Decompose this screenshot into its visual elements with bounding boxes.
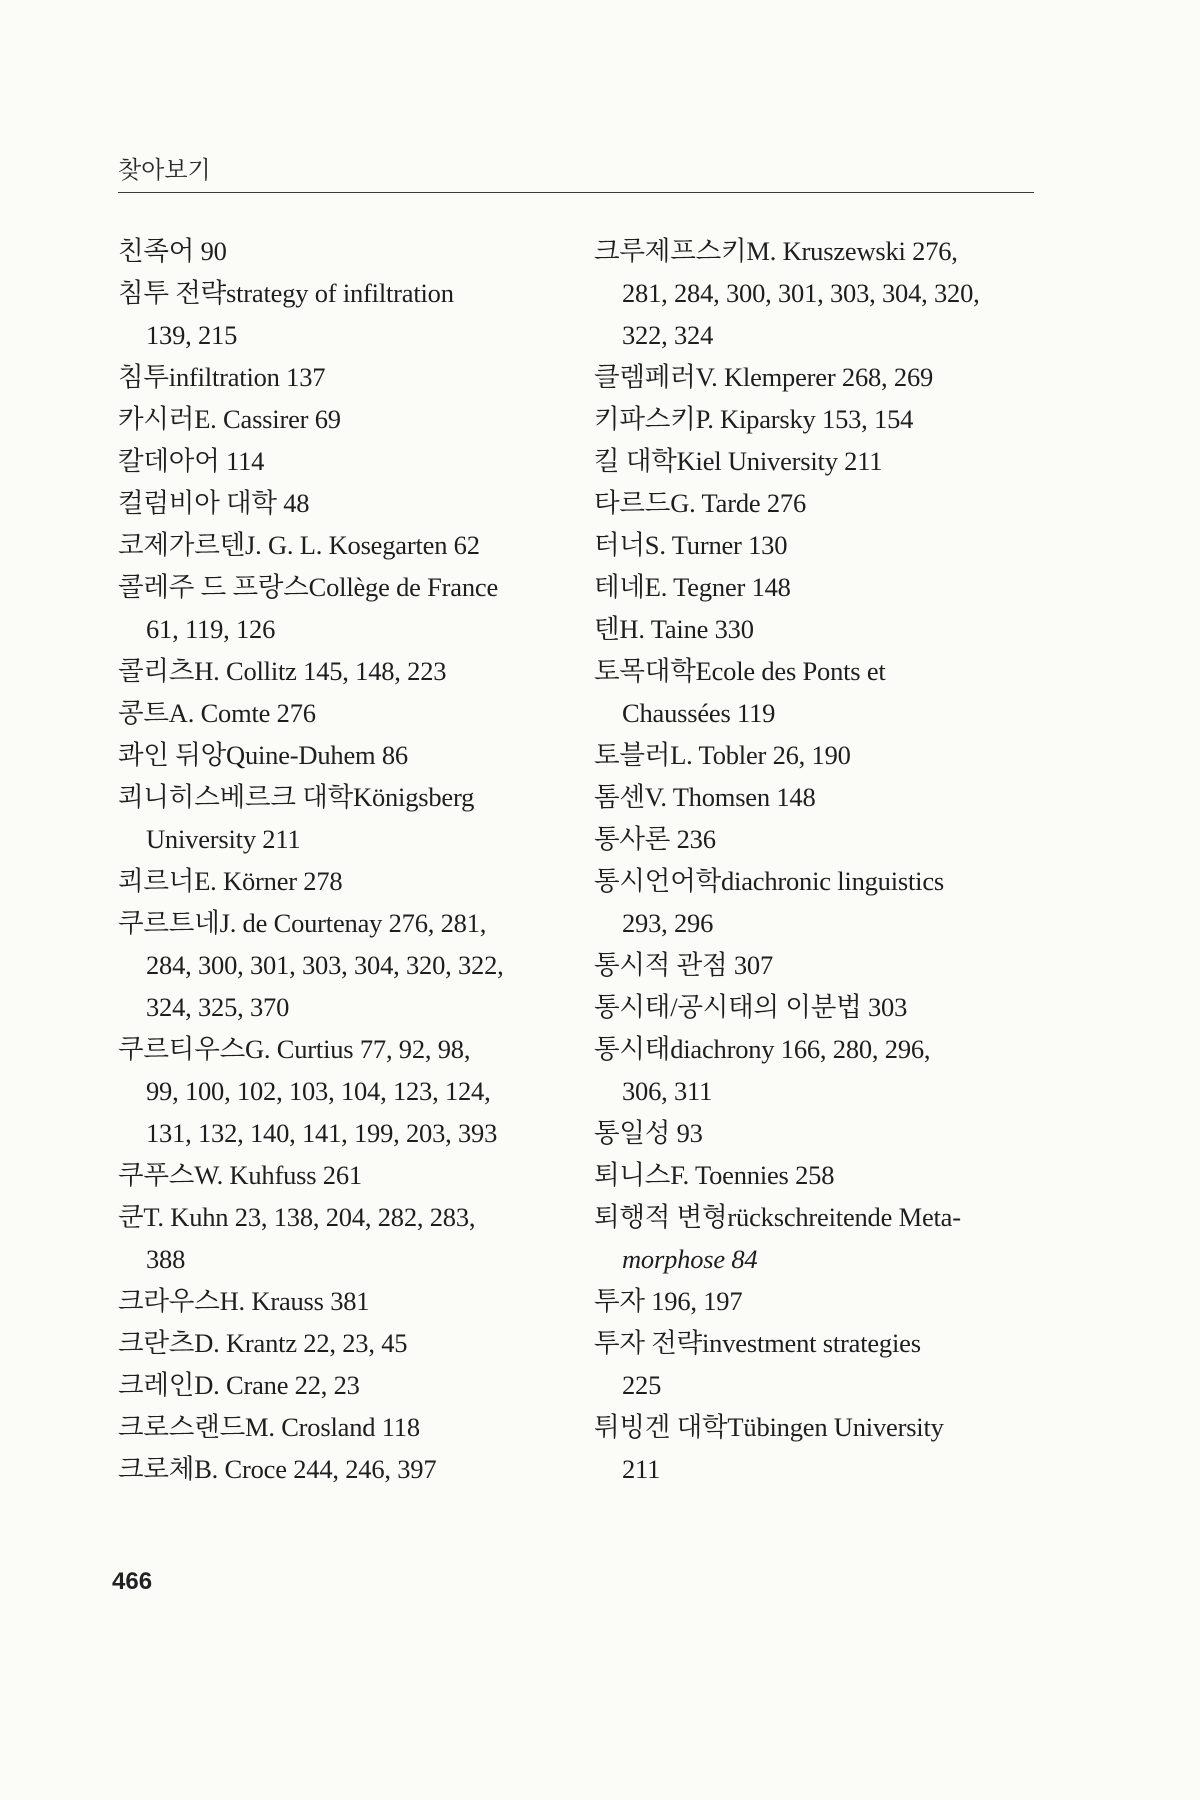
index-entry: 크란츠D. Krantz 22, 23, 45 <box>118 1328 408 1358</box>
index-entry: 텐H. Taine 330 <box>594 614 754 644</box>
index-entry-continuation: 293, 296 <box>622 908 714 938</box>
index-entry-continuation: 139, 215 <box>146 320 238 350</box>
index-entry: 쿠르트네J. de Courtenay 276, 281, <box>118 908 487 938</box>
index-entry: 콜리츠H. Collitz 145, 148, 223 <box>118 656 447 686</box>
index-entry: 통시언어학diachronic linguistics <box>594 866 945 896</box>
index-entry: 쿤T. Kuhn 23, 138, 204, 282, 283, <box>118 1202 476 1232</box>
index-entry-continuation: 281, 284, 300, 301, 303, 304, 320, <box>622 278 980 308</box>
index-entry: 통사론 236 <box>594 824 716 854</box>
page-number: 466 <box>112 1568 153 1595</box>
index-entry-continuation: Chaussées 119 <box>622 698 776 728</box>
index-entry: 코제가르텐J. G. L. Kosegarten 62 <box>118 530 480 560</box>
index-entry: 터너S. Turner 130 <box>594 530 788 560</box>
index-entry: 토블러L. Tobler 26, 190 <box>594 740 851 770</box>
index-column-left <box>118 230 548 1490</box>
index-entry: 칼데아어 114 <box>118 446 265 476</box>
index-entry-continuation: 322, 324 <box>622 320 714 350</box>
index-entry: 퇴니스F. Toennies 258 <box>594 1160 835 1190</box>
index-entry: 컬럼비아 대학 48 <box>118 488 310 518</box>
index-entry: 크로스랜드M. Crosland 118 <box>118 1412 420 1442</box>
index-entry: 토목대학Ecole des Ponts et <box>594 656 886 686</box>
index-entry: 투자 전략investment strategies <box>594 1328 921 1358</box>
index-entry-continuation: 99, 100, 102, 103, 104, 123, 124, <box>146 1076 491 1106</box>
index-entry: 투자 196, 197 <box>594 1286 743 1316</box>
header-rule <box>118 192 1034 193</box>
index-entry: 통시적 관점 307 <box>594 950 773 980</box>
index-entry: 튀빙겐 대학Tübingen University <box>594 1412 944 1442</box>
index-entry-continuation: 306, 311 <box>622 1076 713 1106</box>
index-entry: 키파스키P. Kiparsky 153, 154 <box>594 404 914 434</box>
index-entry: 크라우스H. Krauss 381 <box>118 1286 370 1316</box>
index-entry-continuation: morphose 84 <box>622 1244 758 1274</box>
index-entry: 카시러E. Cassirer 69 <box>118 404 341 434</box>
index-entry: 톰센V. Thomsen 148 <box>594 782 816 812</box>
index-entry-continuation: University 211 <box>146 824 301 854</box>
index-entry: 쾨르너E. Körner 278 <box>118 866 343 896</box>
index-entry-continuation: 284, 300, 301, 303, 304, 320, 322, <box>146 950 504 980</box>
index-entry: 쾨니히스베르크 대학Königsberg <box>118 782 475 812</box>
index-entry: 콜레주 드 프랑스Collège de France <box>118 572 499 602</box>
index-entry: 클렘페러V. Klemperer 268, 269 <box>594 362 934 392</box>
index-entry: 침투 전략strategy of infiltration <box>118 278 454 308</box>
index-entry: 콩트A. Comte 276 <box>118 698 316 728</box>
index-entry: 통시태/공시태의 이분법 303 <box>594 992 908 1022</box>
index-entry: 콰인 뒤앙Quine-Duhem 86 <box>118 740 408 770</box>
index-entry: 크루제프스키M. Kruszewski 276, <box>594 236 958 266</box>
index-entry: 타르드G. Tarde 276 <box>594 488 807 518</box>
index-entry-continuation: 388 <box>146 1244 186 1274</box>
index-entry-continuation: 211 <box>622 1454 661 1484</box>
index-entry: 킬 대학Kiel University 211 <box>594 446 883 476</box>
index-entry: 침투infiltration 137 <box>118 362 326 392</box>
index-entry: 친족어 90 <box>118 236 227 266</box>
index-entry: 퇴행적 변형rückschreitende Meta- <box>594 1202 961 1232</box>
index-entry-continuation: 225 <box>622 1370 662 1400</box>
index-entry-continuation: 324, 325, 370 <box>146 992 290 1022</box>
index-entry-continuation: 131, 132, 140, 141, 199, 203, 393 <box>146 1118 498 1148</box>
index-entry: 쿠푸스W. Kuhfuss 261 <box>118 1160 362 1190</box>
index-entry: 쿠르티우스G. Curtius 77, 92, 98, <box>118 1034 471 1064</box>
index-entry: 통시태diachrony 166, 280, 296, <box>594 1034 931 1064</box>
index-entry: 통일성 93 <box>594 1118 703 1148</box>
index-entry: 크레인D. Crane 22, 23 <box>118 1370 360 1400</box>
running-title: 찾아보기 <box>118 156 211 184</box>
index-entry: 크로체B. Croce 244, 246, 397 <box>118 1454 437 1484</box>
index-column-right <box>594 230 1032 1490</box>
index-entry: 테네E. Tegner 148 <box>594 572 791 602</box>
index-entry-continuation: 61, 119, 126 <box>146 614 276 644</box>
